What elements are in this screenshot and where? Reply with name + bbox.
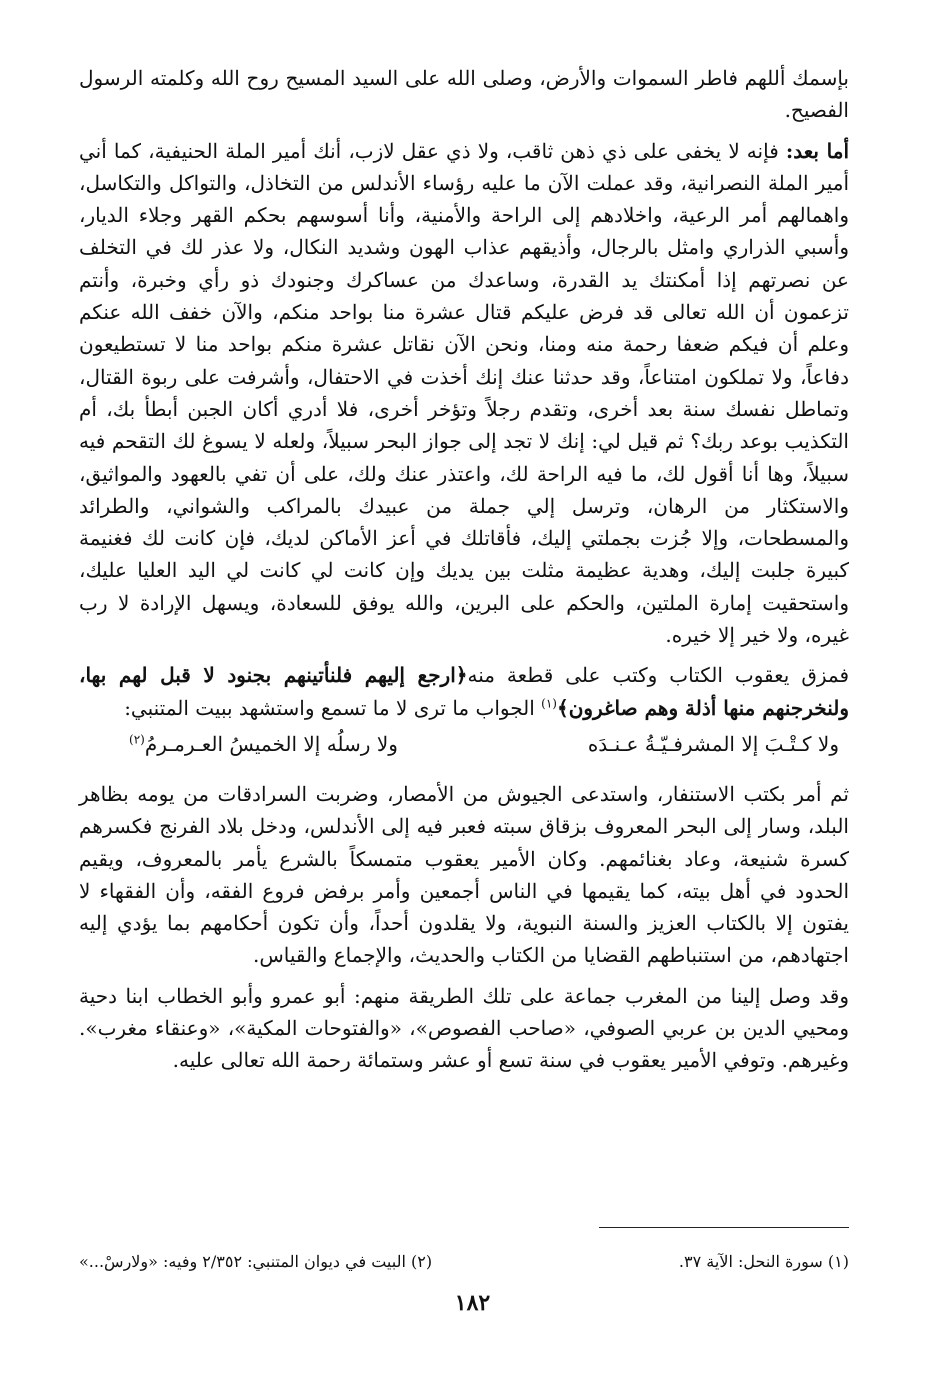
spacer [79,764,849,778]
letter-text: فإنه لا يخفى على ذي ذهن ثاقب، ولا ذي عقل لازب، أنك أمير الملة الحنيفية، كما أني أمير الملة النصرانية، وقد عملت الآن ما عليه رؤساء الأندلس من التخاذل، والتواكل والتكاسل، واهمالهم أمر الرعية، واخلادهم إلى الراحة والأمنية، وأنا أسوسهم بحكم القهر وجلاء الديار، وأسبي الذراري وامثل بالرجال، وأذيقهم عذاب الهون وشديد النكال، ولا عذر لك في التخلف عن نصرتهم إذا أمكنتك يد القدرة، وساعدك من عساكرك وجنودك ذو رأي وخبرة، وأنتم تزعمون أن الله تعالى قد فرض عليكم قتال عشرة منا بواحد منكم، والآن خفف الله عنكم وعلم أن فيكم ضعفا رحمة منه ومنا، ونحن الآن نقاتل عشرة منكم بواحد منا لا تستطيعون دفاعاً، ولا تملكون امتناعاً، وقد حدثنا عنك إنك أخذت في الاحتفال، وأشرفت على ربوة القتال، وتماطل نفسك سنة بعد أخرى، وتقدم رجلاً وتؤخر أخرى، فلا أدري أكان الجبن أبطأ بك، أم التكذيب بوعد ربك؟ ثم قيل لي: إنك لا تجد إلى جواز البحر سبيلاً، ولعله لا يسوغ لك التقحم فيه سبيلاً، وها أنا أقول لك، ما فيه الراحة لك، واعتذر عنك ولك، على أن تفي بالعهود والمواثيق، والاستكثار من الرهان، وترسل إلي جملة من عبيدك بالمراكب والشواني، والطرائد والمسطحات، وإلا جُزت بجملتي إليك، فأقاتلك في أعز الأماكن لديك، فإن كانت لك فغنيمة كبيرة جلبت إليك، وهدية عظيمة مثلت بين يديك وإن كانت لي كانت لي اليد العليا عليك، واستحقيت إمارة الملتين، والحكم على البرين، والله يوفق للسعادة، ويسهل الإرادة لا رب غيره، ولا خير إلا خيره. [79,138,849,648]
response-paragraph [79,659,849,724]
verse-first-hemistich: ولا كـتْـبَ إلا المشرفـيّـةُ عـنـدَه [587,731,839,756]
letter-lead: أما بعد: [785,138,850,163]
response-intro: فمزق يعقوب الكتاب وكتب على قطعة منه [467,663,850,688]
footnote-1: (١) سورة النحل: الآية ٣٧. [678,1252,849,1271]
spacer [79,972,849,980]
footnote-marker-1: (١) [541,695,557,710]
response-after: الجواب ما ترى لا ما تسمع واستشهد ببيت المتنبي: [124,695,535,720]
footnote-separator [599,1227,849,1228]
page-number: ١٨٢ [454,1290,491,1316]
footnote-2: (٢) البيت في ديوان المتنبي: ٢/٣٥٢ وفيه: «ولارسْ...» [79,1252,433,1271]
verse-second-hemistich: ولا رسلُه إلا الخميسُ العـرمـرمُ [144,731,398,756]
letter-paragraph [79,135,849,652]
verse-second-hemistich-wrap [129,724,398,764]
poetry-verse [79,724,849,764]
footnote-marker-2: (٢) [129,732,145,747]
quran-quote: ﴿ارجع إليهم فلنأتينهم بجنود لا قبل لهم بها، ولنخرجنهم منها أذلة وهم صاغرون﴾ [79,663,849,720]
page-body [79,62,849,1077]
spacer [79,127,849,135]
scholars-paragraph: وقد وصل إلينا من المغرب جماعة على تلك الطريقة منهم: أبو عمرو وأبو الخطاب ابنا دحية ومحيي الدين بن عربي الصوفي، «صاحب الفصوص»، «والفتوحات المكية»، «وعنقاء مغرب». وغيرهم. وتوفي الأمير يعقوب في سنة تسع أو عشر وستمائة رحمة الله تعالى عليه. [79,983,849,1073]
spacer [79,651,849,659]
opening-invocation: بإسمك أللهم فاطر السموات والأرض، وصلى الله على السيد المسيح روح الله وكلمته الرسول الفصيح. [79,66,849,123]
footnotes [79,1249,849,1275]
campaign-paragraph: ثم أمر بكتب الاستنفار، واستدعى الجيوش من الأمصار، وضربت السرادقات من يومه بظاهر البلد، وسار إلى البحر المعروف بزقاق سبته فعبر فيه إلى الأندلس، ودخل بلاد الفرنج فكسرهم كسرة شنيعة، وعاد بغنائمهم. وكان الأمير يعقوب متمسكاً بالشرع يأمر بالمعروف، ويقيم الحدود في أهل بيته، كما يقيمها في الناس أجمعين وأمر برفض فروع الفقه، وأن الفقهاء لا يفتون إلا بالكتاب العزيز والسنة النبوية، ولا يقلدون أحداً، وأن تكون أحكامهم بما يؤدي إليه اجتهادهم، من استنباطهم القضايا من الكتاب والحديث، والإجماع والقياس. [79,781,849,968]
